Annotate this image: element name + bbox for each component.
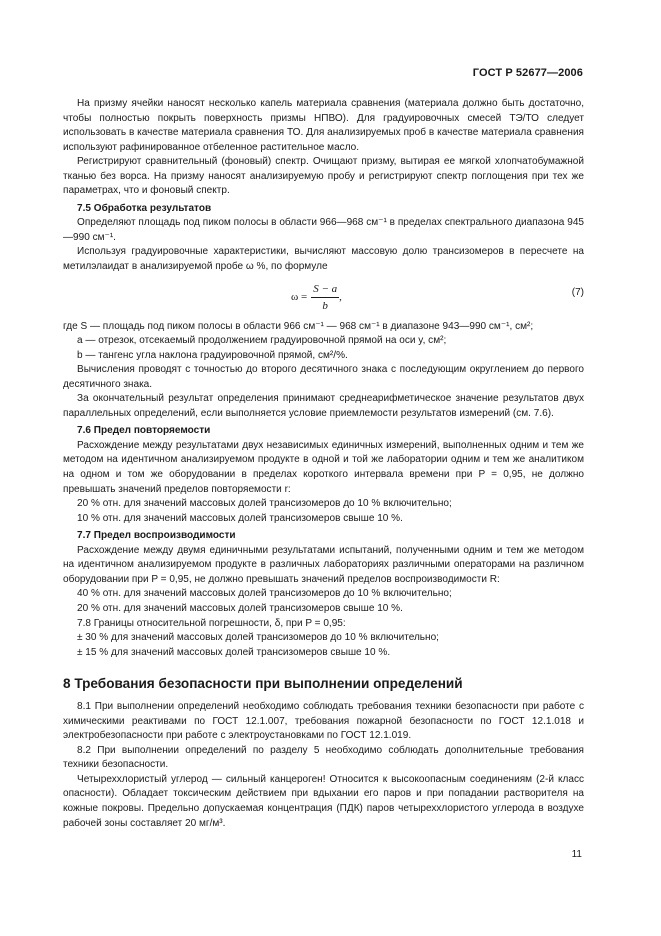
document-body bbox=[63, 97, 584, 831]
definition-a: a — отрезок, отсекаемый продолжением градуировочной прямой на оси y, см²; bbox=[77, 335, 447, 347]
paragraph-final-result: За окончательный результат определения принимают среднеарифметическое значение результатов двух параллельных определений, если выполняется условие приемлемости результатов измерений (см. 7.6). bbox=[63, 393, 584, 419]
section-8-heading: 8 Требования безопасности при выполнении определений bbox=[63, 676, 463, 692]
formula-fraction bbox=[311, 282, 339, 314]
paragraph-background-spectrum: Регистрируют сравнительный (фоновый) спектр. Очищают призму, вытирая ее мягкой хлопчатобумажной тканью без ворса. На призму наносят анализируемую пробу и регистрируют спектр поглощения при тех же параметрах, что и фоновый спектр. bbox=[63, 156, 584, 197]
formula-lhs: ω = bbox=[291, 291, 308, 304]
list-item: 20 % отн. для значений массовых долей трансизомеров до 10 % включительно; bbox=[77, 498, 452, 510]
document-id-header: ГОСТ Р 52677—2006 bbox=[472, 67, 583, 79]
formula-expression bbox=[291, 282, 342, 314]
section-7-5-heading: 7.5 Обработка результатов bbox=[77, 202, 212, 214]
section-7-6-heading: 7.6 Предел повторяемости bbox=[77, 425, 211, 437]
formula-denominator: b bbox=[322, 300, 328, 313]
section-7-7-heading: 7.7 Предел воспроизводимости bbox=[77, 530, 236, 542]
paragraph-prism-loading: На призму ячейки наносят несколько капель материала сравнения (материала должно быть достаточно, чтобы полностью покрыть поверхность призмы НПВО). Для градуировочных смесей ТЭ/ТО следует использовать в качестве материала сравнения ТО. Для анализируемых проб в качестве материала сравнения используют рафинированное отбеленное растительное масло. bbox=[63, 98, 584, 153]
list-item: ± 30 % для значений массовых долей трансизомеров до 10 % включительно; bbox=[77, 632, 439, 644]
page-number: 11 bbox=[571, 849, 582, 860]
formula-trailing-comma: , bbox=[339, 291, 342, 304]
list-item: ± 15 % для значений массовых долей трансизомеров свыше 10 %. bbox=[77, 646, 391, 658]
formula-numerator: S − a bbox=[311, 282, 339, 299]
formula-number: (7) bbox=[571, 286, 584, 298]
paragraph-8-1: 8.1 При выполнении определений необходимо соблюдать требования техники безопасности при работе с химическими реактивами по ГОСТ 12.1.007, требования пожарной безопасности по ГОСТ 12.1.018 и электробезопасности при работе с электроустановками по ГОСТ 12.1.019. bbox=[63, 701, 584, 742]
formula-definitions bbox=[63, 320, 584, 364]
formula-7 bbox=[63, 278, 584, 318]
section-7-8-line: 7.8 Границы относительной погрешности, δ, при P = 0,95: bbox=[77, 617, 346, 629]
paragraph-8-2: 8.2 При выполнении определений по разделу 5 необходимо соблюдать дополнительные требования техники безопасности. bbox=[63, 744, 584, 771]
paragraph-carbon-tetrachloride: Четыреххлористый углерод — сильный канцероген! Относится к высокоопасным соединениям (2-й класс опасности). Обладает токсическим действием при вдыхании его паров и при попадании растворителя на кожные покровы. Предельно допускаемая концентрация (ПДК) паров четыреххлористого углерода в воздухе рабочей зоны составляет 20 мг/м³. bbox=[63, 773, 584, 829]
paragraph-calibration-calc: Используя градуировочные характеристики, вычисляют массовую долю трансизомеров в пересчете на метилэлаидат в анализируемой пробе ω %, по формуле bbox=[63, 246, 584, 273]
definition-s: где S — площадь под пиком полосы в области 966 см⁻¹ — 968 см⁻¹ в диапазоне 943—990 см⁻¹, см²; bbox=[63, 320, 534, 332]
list-item: 20 % отн. для значений массовых долей трансизомеров свыше 10 %. bbox=[77, 602, 403, 614]
paragraph-repeatability: Расхождение между результатами двух независимых единичных измерений, выполненных одним и тем же методом на идентичном анализируемом продукте в одной и той же лаборатории одним и тем же аналитиком на одном и том же оборудовании в пределах короткого интервала времени при P = 0,95, не должно превышать значений пределов повторяемости r: bbox=[63, 439, 584, 495]
list-item: 40 % отн. для значений массовых долей трансизомеров до 10 % включительно; bbox=[77, 588, 452, 600]
paragraph-reproducibility: Расхождение между двумя единичными результатами испытаний, полученными одним и тем же методом на идентичном анализируемом продукте в различных лабораториях различными операторами на различном оборудовании при P = 0,95, не должно превышать значений пределов воспроизводимости R: bbox=[63, 544, 584, 585]
paragraph-rounding: Вычисления проводят с точностью до второго десятичного знака с последующим округлением до первого десятичного знака. bbox=[63, 364, 584, 390]
definition-b: b — тангенс угла наклона градуировочной прямой, см²/%. bbox=[77, 349, 348, 361]
list-item: 10 % отн. для значений массовых долей трансизомеров свыше 10 %. bbox=[77, 512, 403, 524]
paragraph-peak-area: Определяют площадь под пиком полосы в области 966—968 см⁻¹ в пределах спектрального диапазона 945—990 см⁻¹. bbox=[63, 217, 584, 243]
